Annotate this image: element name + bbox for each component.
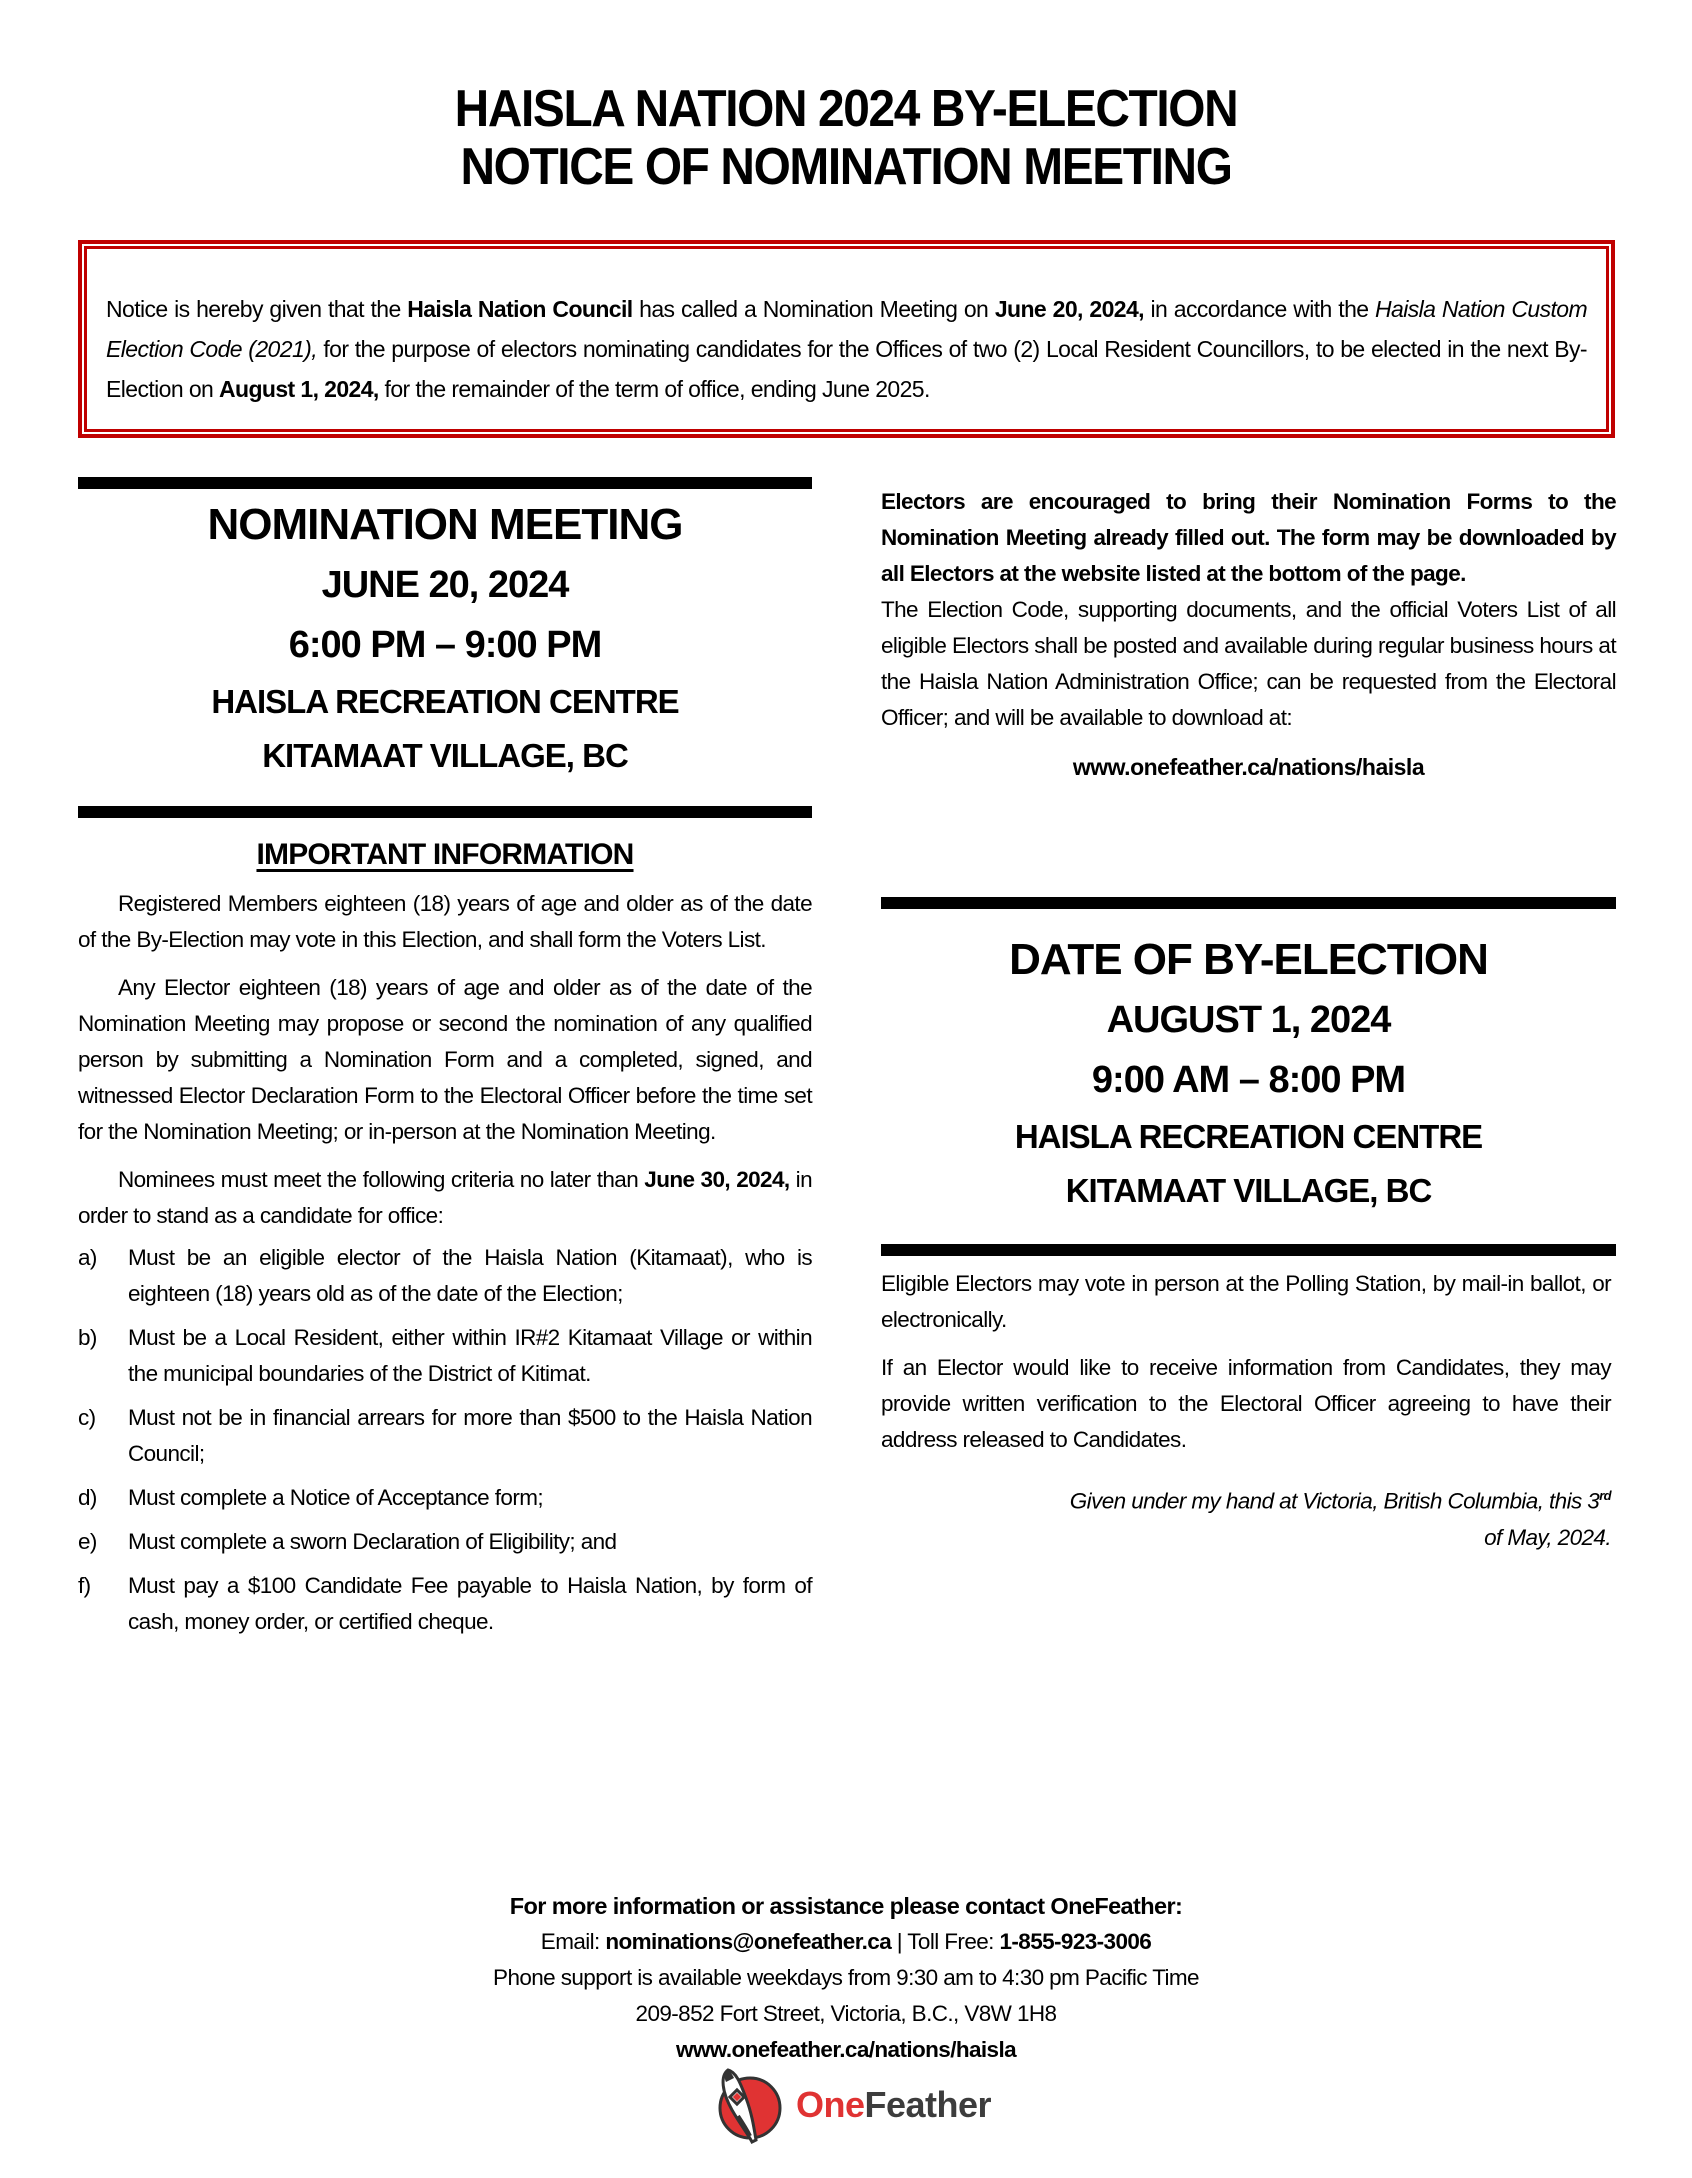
nomination-meeting-time: 6:00 PM – 9:00 PM [288, 624, 602, 666]
onefeather-logo [712, 2062, 992, 2146]
by-election-venue: HAISLA RECREATION CENTRE [1014, 1118, 1483, 1155]
criteria-marker: c) [78, 1405, 96, 1430]
feather-circle-icon [712, 2062, 782, 2146]
nomination-meeting-venue: HAISLA RECREATION CENTRE [211, 683, 679, 720]
contact-heading: For more information or assistance please contact OneFeather: [509, 1893, 1183, 1919]
footer-website-text[interactable]: www.onefeather.ca/nations/haisla [675, 2037, 1017, 2062]
election-date: August 1, 2024, [219, 376, 379, 402]
notice-text-part: for the purpose of electors nominating candidates for the Offices of two (2) Local Resident Councillors, to be elected in the next By-Election on [106, 336, 1587, 402]
title-line-1: HAISLA NATION 2024 BY-ELECTION [454, 80, 1238, 138]
voter-eligibility-paragraph: Registered Members eighteen (18) years of age and older as of the date of the By-Election may vote in this Election, and shall form the Voters List. [78, 891, 812, 952]
by-election-date: AUGUST 1, 2024 [1106, 999, 1391, 1041]
election-code-title: Haisla Nation Custom Election Code (2021), [106, 296, 1588, 362]
voting-info-section [881, 1266, 1611, 1556]
criteria-text: Must not be in financial arrears for more than $500 to the Haisla Nation Council; [128, 1405, 812, 1466]
signature-text: Given under my hand at Victoria, British Columbia, this 3 [1069, 1488, 1600, 1514]
voting-methods-paragraph: Eligible Electors may vote in person at the Polling Station, by mail-in ballot, or electronically. [881, 1271, 1611, 1332]
contact-line [0, 1924, 1692, 1960]
logo-wordmark [796, 2084, 991, 2126]
nomination-meeting-block [78, 495, 812, 783]
by-election-heading: DATE OF BY-ELECTION [1009, 935, 1488, 984]
logo-text-one: One [796, 2084, 865, 2125]
nomination-meeting-date: JUNE 20, 2024 [321, 564, 569, 606]
criteria-item [78, 1568, 812, 1640]
notice-box [78, 240, 1615, 438]
notice-text [106, 289, 1587, 409]
signature-block [881, 1478, 1611, 1556]
divider-rule [78, 806, 812, 818]
criteria-text: Must pay a $100 Candidate Fee payable to Haisla Nation, by form of cash, money order, or certified cheque. [128, 1573, 812, 1634]
separator: | [891, 1929, 908, 1954]
toll-free-label: Toll Free: [907, 1929, 1000, 1954]
title-line-2: NOTICE OF NOMINATION MEETING [460, 138, 1232, 196]
important-information-section [78, 838, 812, 1648]
by-election-block [881, 930, 1616, 1218]
signature-line-1 [881, 1478, 1611, 1520]
criteria-item [78, 1240, 812, 1312]
criteria-list [78, 1240, 812, 1640]
notice-text-part: has called a Nomination Meeting on [632, 296, 995, 322]
logo-text-feather: Feather [864, 2084, 992, 2125]
page-title [68, 80, 1625, 196]
nomination-process-paragraph: Any Elector eighteen (18) years of age and older as of the date of the Nomination Meeting may propose or second the nomination of any qualified person by submitting a Nomination Form and a completed, signed, and witnessed Elector Declaration Form to the Electoral Officer before the time set for the Nomination Meeting; or in-person at the Nomination Meeting. [78, 975, 812, 1144]
criteria-text: Must be a Local Resident, either within IR#2 Kitamaat Village or within the municipal boundaries of the District of Kitimat. [128, 1325, 812, 1386]
toll-free-number[interactable]: 1-855-923-3006 [999, 1929, 1152, 1954]
criteria-marker: f) [78, 1573, 91, 1598]
website-link[interactable]: www.onefeather.ca/nations/haisla [1072, 754, 1425, 780]
criteria-item [78, 1524, 812, 1560]
criteria-deadline: June 30, 2024, [644, 1167, 790, 1192]
council-name: Haisla Nation Council [407, 296, 633, 322]
criteria-text: Must complete a Notice of Acceptance form; [128, 1485, 544, 1510]
notice-text-part: Notice is hereby given that the [106, 296, 408, 322]
mailing-address: 209-852 Fort Street, Victoria, B.C., V8W 1H8 [635, 2001, 1057, 2026]
ordinal-suffix: rd [1599, 1488, 1611, 1503]
notice-text-part: for the remainder of the term of office, ending June 2025. [378, 376, 930, 402]
important-information-heading [78, 838, 812, 872]
important-information-heading-text: IMPORTANT INFORMATION [256, 838, 634, 871]
phone-hours: Phone support is available weekdays from 9:30 am to 4:30 pm Pacific Time [493, 1965, 1199, 1990]
notice-text-part: in accordance with the [1143, 296, 1376, 322]
signature-line-2: of May, 2024. [1484, 1524, 1611, 1550]
nomination-forms-section [881, 484, 1616, 781]
criteria-text: Must complete a sworn Declaration of Eligibility; and [128, 1529, 617, 1554]
meeting-date: June 20, 2024, [994, 296, 1144, 322]
criteria-intro-text: in order to stand as a candidate for office: [78, 1167, 812, 1228]
criteria-marker: d) [78, 1485, 97, 1510]
criteria-item [78, 1320, 812, 1392]
criteria-intro-text: Nominees must meet the following criteria no later than [118, 1167, 645, 1192]
contact-footer [0, 1888, 1692, 2068]
email-label: Email: [540, 1929, 606, 1954]
divider-rule [881, 1244, 1616, 1256]
criteria-item [78, 1480, 812, 1516]
divider-rule [881, 897, 1616, 909]
criteria-text: Must be an eligible elector of the Haisla Nation (Kitamaat), who is eighteen (18) years old as of the date of the Election; [128, 1245, 812, 1306]
nominee-criteria-intro [78, 1162, 812, 1234]
nomination-forms-paragraph: Electors are encouraged to bring their Nomination Forms to the Nomination Meeting already filled out. The form may be downloaded by all Electors at the website listed at the bottom of the page. [881, 489, 1616, 586]
nomination-meeting-location: KITAMAAT VILLAGE, BC [262, 737, 628, 774]
election-documents-paragraph: The Election Code, supporting documents, and the official Voters List of all eligible Electors shall be posted and available during regular business hours at the Haisla Nation Administration Office; can be requested from the Electoral Officer; and will be available to download at: [881, 597, 1616, 730]
criteria-marker: b) [78, 1325, 97, 1350]
by-election-location: KITAMAAT VILLAGE, BC [1065, 1172, 1432, 1209]
candidate-information-paragraph: If an Elector would like to receive information from Candidates, they may provide written verification to the Electoral Officer agreeing to have their address released to Candidates. [881, 1355, 1611, 1452]
divider-rule [78, 477, 812, 489]
criteria-marker: e) [78, 1529, 97, 1554]
by-election-time: 9:00 AM – 8:00 PM [1091, 1059, 1406, 1101]
nomination-meeting-heading: NOMINATION MEETING [207, 500, 683, 549]
contact-email-link[interactable]: nominations@onefeather.ca [605, 1929, 892, 1954]
criteria-marker: a) [78, 1245, 97, 1270]
criteria-item [78, 1400, 812, 1472]
